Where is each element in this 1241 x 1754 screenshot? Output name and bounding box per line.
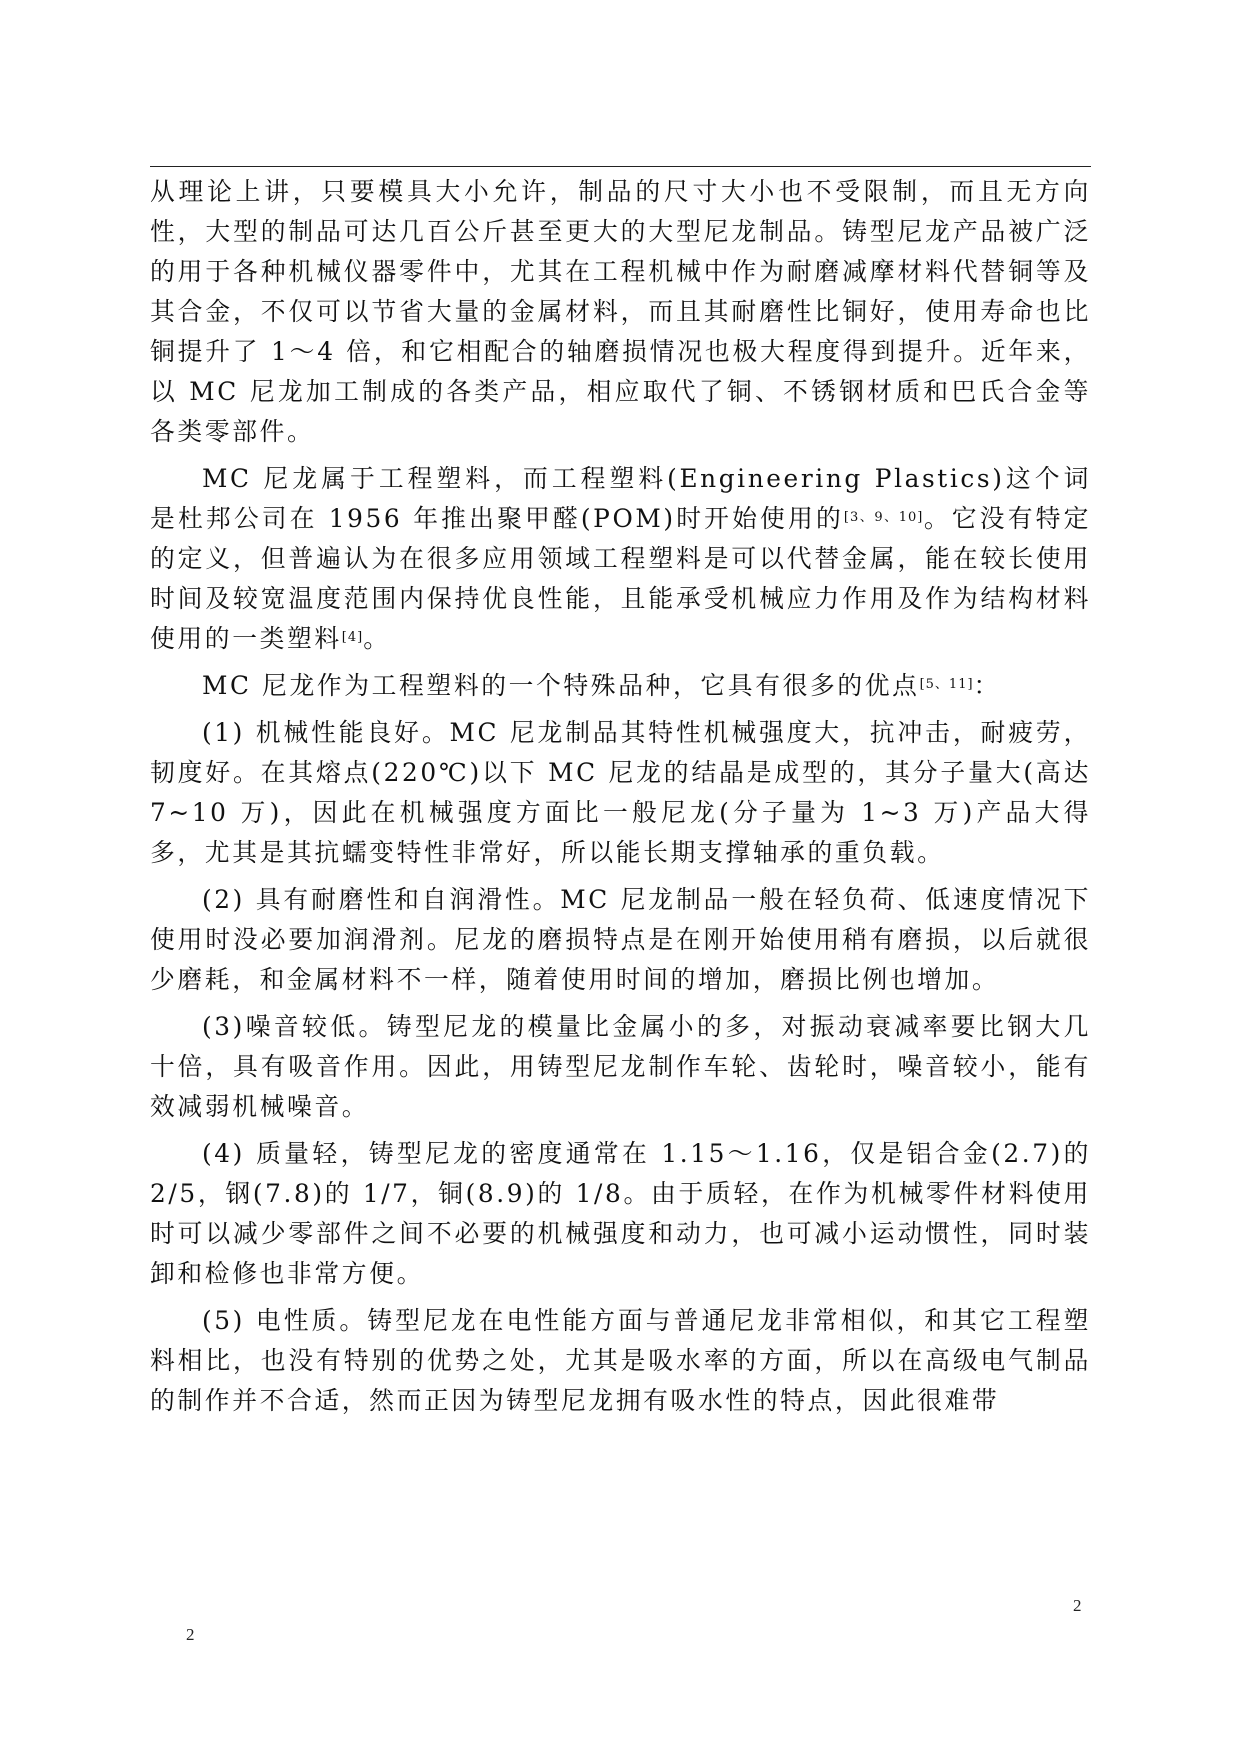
paragraph-text: ： bbox=[973, 671, 1001, 700]
citation-ref: [5、11] bbox=[919, 677, 974, 692]
paragraph-text: (3)噪音较低。铸型尼龙的模量比金属小的多，对振动衰减率要比钢大几十倍，具有吸音作用。因此，用铸型尼龙制作车轮、齿轮时，噪音较小，能有效减弱机械噪音。 bbox=[150, 1012, 1091, 1121]
citation-ref: [4] bbox=[341, 630, 364, 645]
citation-ref: [3、9、10] bbox=[843, 510, 924, 525]
paragraph-p7 bbox=[150, 1134, 1091, 1294]
paragraph-text: MC 尼龙作为工程塑料的一个特殊品种，它具有很多的优点 bbox=[202, 671, 920, 700]
paragraph-text: MC 尼龙属于工程塑料，而工程塑料(Engineering Plastics)这个词是杜邦公司在 1956 年推出聚甲醛(POM)时开始使用的 bbox=[150, 464, 1091, 533]
paragraph-p1 bbox=[150, 172, 1091, 452]
paragraph-text: 。 bbox=[363, 624, 391, 653]
paragraph-p3 bbox=[150, 666, 1091, 706]
paragraph-p8 bbox=[150, 1301, 1091, 1421]
paragraph-text: 从理论上讲，只要模具大小允许，制品的尺寸大小也不受限制，而且无方向性，大型的制品可达几百公斤甚至更大的大型尼龙制品。铸型尼龙产品被广泛的用于各种机械仪器零件中，尤其在工程机械中作为耐磨减摩材料代替铜等及其合金，不仅可以节省大量的金属材料，而且其耐磨性比铜好，使用寿命也比铜提升了 1～4 倍，和它相配合的轴磨损情况也极大程度得到提升。近年来，以 MC 尼龙加工制成的各类产品，相应取代了铜、不锈钢材质和巴氏合金等各类零部件。 bbox=[150, 177, 1091, 446]
page-number-left: 2 bbox=[186, 1625, 195, 1644]
paragraph-p4 bbox=[150, 713, 1091, 873]
paragraph-text: (4) 质量轻，铸型尼龙的密度通常在 1.15～1.16，仅是铝合金(2.7)的 2/5，钢(7.8)的 1/7，铜(8.9)的 1/8。由于质轻，在作为机械零件材料使用时可以减少零部件之间不必要的机械强度和动力，也可减小运动惯性，同时装卸和检修也非常方便。 bbox=[150, 1139, 1091, 1288]
paragraph-text: (2) 具有耐磨性和自润滑性。MC 尼龙制品一般在轻负荷、低速度情况下使用时没必要加润滑剂。尼龙的磨损特点是在刚开始使用稍有磨损，以后就很少磨耗，和金属材料不一样，随着使用时间的增加，磨损比例也增加。 bbox=[150, 885, 1091, 994]
paragraph-text: (5) 电性质。铸型尼龙在电性能方面与普通尼龙非常相似，和其它工程塑料相比，也没有特别的优势之处，尤其是吸水率的方面，所以在高级电气制品的制作并不合适，然而正因为铸型尼龙拥有吸水性的特点，因此很难带 bbox=[150, 1306, 1091, 1415]
page-number-right: 2 bbox=[1073, 1596, 1082, 1615]
header-rule bbox=[150, 166, 1091, 167]
body-text bbox=[150, 172, 1091, 1428]
paragraph-text: (1) 机械性能良好。MC 尼龙制品其特性机械强度大，抗冲击，耐疲劳，韧度好。在其熔点(220℃)以下 MC 尼龙的结晶是成型的，其分子量大(高达 7~10 万)，因此在机械强度方面比一般尼龙(分子量为 1~3 万)产品大得多，尤其是其抗蠕变特性非常好，所以能长期支撑轴承的重负载。 bbox=[150, 718, 1091, 867]
paragraph-p2 bbox=[150, 459, 1091, 659]
paragraph-p6 bbox=[150, 1007, 1091, 1127]
paragraph-p5 bbox=[150, 880, 1091, 1000]
paragraph-text: 。它没有特定的定义，但普遍认为在很多应用领域工程塑料是可以代替金属，能在较长使用时间及较宽温度范围内保持优良性能，且能承受机械应力作用及作为结构材料使用的一类塑料 bbox=[150, 504, 1091, 653]
